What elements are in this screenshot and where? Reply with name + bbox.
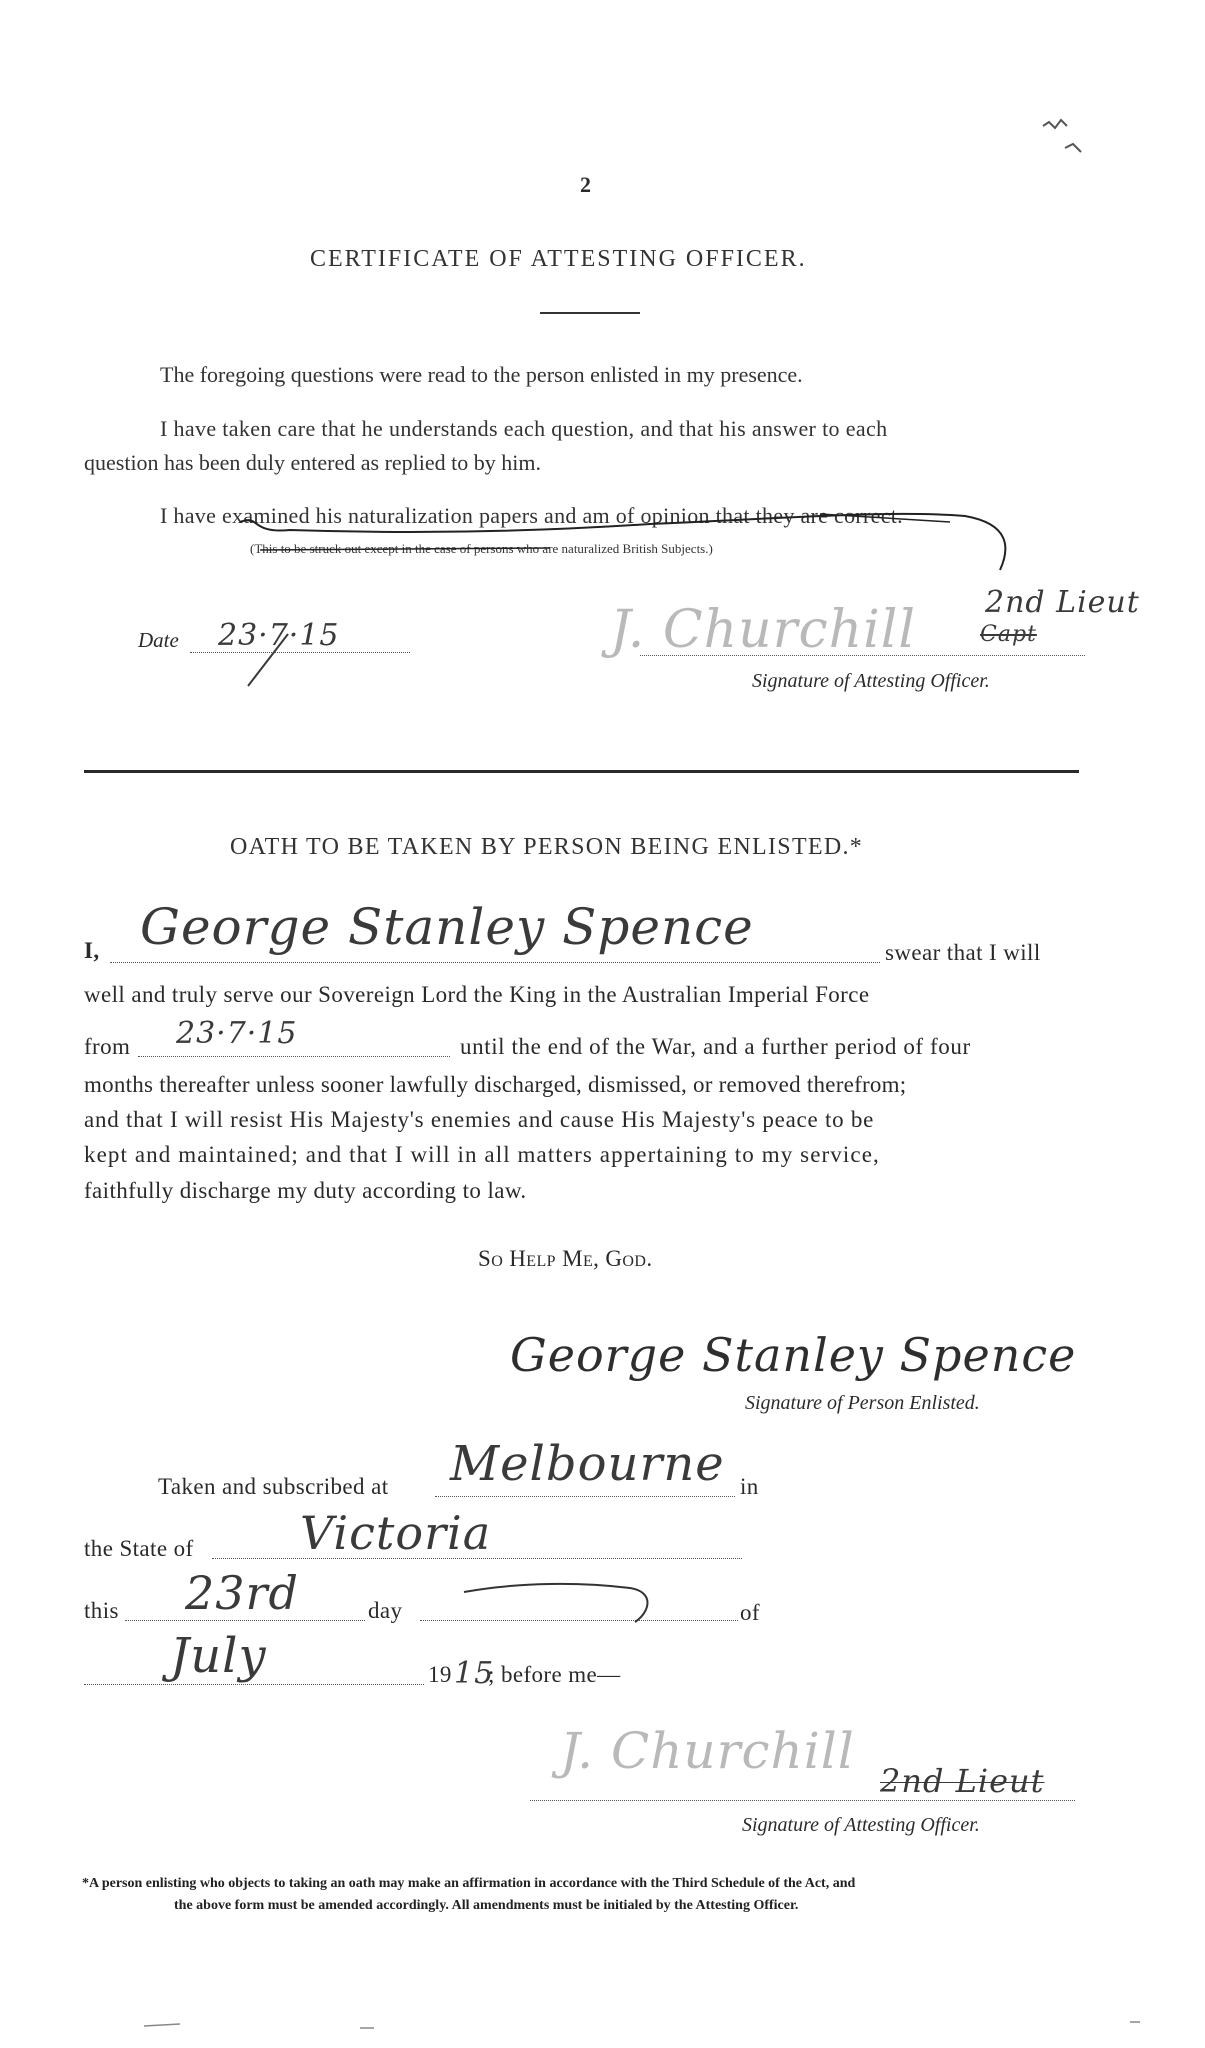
- day-value: 23rd: [185, 1566, 299, 1620]
- officer-signature-line-bottom: [530, 1800, 1075, 1801]
- officer-signature-top: J. Churchill: [610, 600, 916, 660]
- certificate-para-3-note: (This to be struck out except in the case of persons who are naturalized British Subjects.): [250, 541, 713, 556]
- certificate-para-3: I have examined his naturalization papers and am of opinion that they are correct.: [160, 503, 903, 528]
- state-value: Victoria: [300, 1506, 492, 1560]
- state-label: the State of: [84, 1536, 194, 1561]
- of-label: of: [740, 1600, 760, 1625]
- from-date-value: 23·7·15: [176, 1016, 298, 1051]
- oath-line-7: faithfully discharge my duty according to law.: [84, 1178, 527, 1203]
- heading-rule: [540, 312, 640, 314]
- date-label: Date: [138, 628, 179, 652]
- year-suffix: 15: [454, 1656, 495, 1691]
- oath-i-label: I,: [84, 938, 100, 963]
- oath-line-2: well and truly serve our Sovereign Lord the King in the Australian Imperial Force: [84, 982, 870, 1007]
- scan-speck-top-right: [1035, 108, 1095, 168]
- footnote-line-2: the above form must be amended accordingly. All amendments must be initialed by the Attesting Officer.: [174, 1898, 799, 1913]
- struck-rank: Capt: [980, 622, 1037, 647]
- oath-line-3: until the end of the War, and a further period of four: [460, 1034, 971, 1059]
- month-value: July: [170, 1628, 267, 1684]
- taken-label: Taken and subscribed at: [158, 1474, 389, 1499]
- before-me: ; before me—: [488, 1662, 621, 1687]
- officer-rank-bottom: 2nd Lieut: [880, 1762, 1045, 1800]
- certificate-para-2-line-2: question has been duly entered as replied to by him.: [84, 450, 541, 475]
- oath-closing: So Help Me, God.: [478, 1246, 653, 1271]
- enlistee-signature-caption: Signature of Person Enlisted.: [745, 1392, 980, 1414]
- oath-line-6: kept and maintained; and that I will in all matters appertaining to my service,: [84, 1142, 880, 1167]
- certificate-para-1: The foregoing questions were read to the person enlisted in my presence.: [160, 362, 803, 387]
- enlistee-signature: George Stanley Spence: [510, 1328, 1077, 1382]
- page-number: 2: [580, 172, 591, 197]
- oath-from-label: from: [84, 1034, 131, 1059]
- date-value: 23·7·15: [218, 618, 340, 653]
- officer-rank-top: 2nd Lieut: [985, 585, 1140, 620]
- certificate-heading: CERTIFICATE OF ATTESTING OFFICER.: [310, 246, 807, 272]
- place-line: [435, 1496, 735, 1497]
- date-slash-mark: [240, 630, 300, 690]
- officer-signature-caption-bottom: Signature of Attesting Officer.: [742, 1814, 980, 1836]
- strike-out-mark: [230, 500, 1030, 590]
- day-blank-scribble: [460, 1578, 660, 1628]
- footnote-line-1: *A person enlisting who objects to taking an oath may make an affirmation in accordance with the Third Schedule of the Act, and: [82, 1876, 856, 1891]
- oath-heading: OATH TO BE TAKEN BY PERSON BEING ENLISTED.*: [230, 834, 864, 860]
- month-line: [84, 1684, 424, 1685]
- officer-signature-line-top: [640, 655, 1085, 656]
- certificate-para-2-line-1: I have taken care that he understands each question, and that his answer to each: [160, 416, 888, 441]
- place-value: Melbourne: [450, 1436, 725, 1492]
- enlistee-name: George Stanley Spence: [140, 898, 754, 956]
- day-label: day: [368, 1598, 403, 1623]
- in-label: in: [740, 1474, 759, 1499]
- oath-line-4: months thereafter unless sooner lawfully discharged, dismissed, or removed therefrom;: [84, 1072, 907, 1097]
- section-divider: [84, 770, 1079, 773]
- enlistee-name-line: [110, 962, 880, 963]
- oath-line-5: and that I will resist His Majesty's enemies and cause His Majesty's peace to be: [84, 1107, 875, 1132]
- officer-signature-bottom: J. Churchill: [560, 1722, 855, 1780]
- officer-signature-caption-top: Signature of Attesting Officer.: [752, 670, 990, 692]
- scan-speck-bottom: [140, 2016, 1140, 2036]
- day-value-line: [125, 1620, 365, 1621]
- this-label: this: [84, 1598, 119, 1623]
- oath-swear-text: swear that I will: [885, 940, 1041, 965]
- year-prefix: 19: [428, 1662, 452, 1687]
- from-date-line: [138, 1056, 450, 1057]
